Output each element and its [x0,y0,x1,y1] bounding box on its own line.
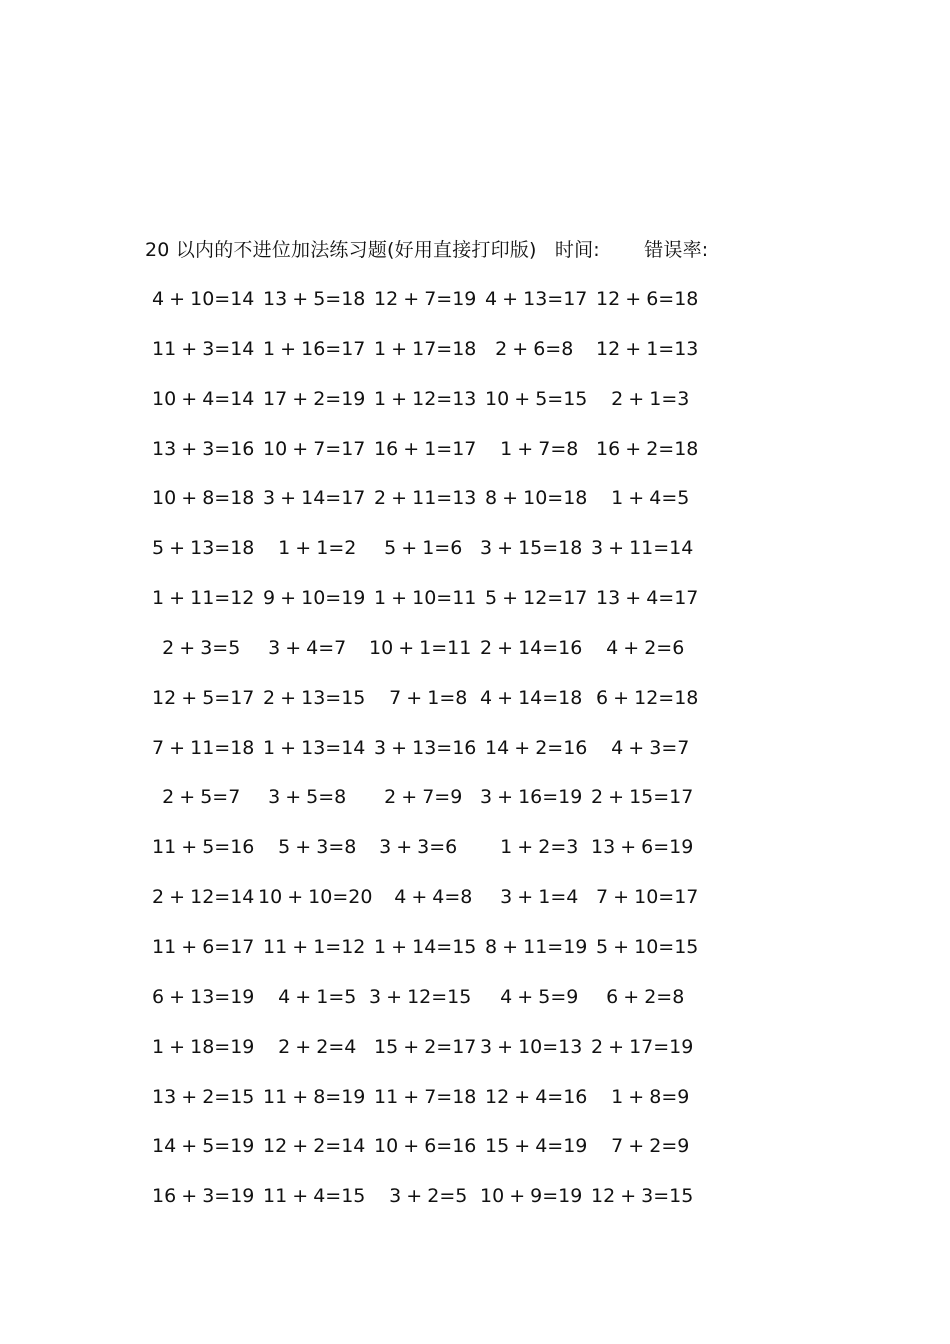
problem-item: 3 + 3=6 [369,836,458,859]
problem-item: 1 + 7=8 [480,437,579,460]
problem-item: 15 + 2=17 [369,1035,477,1058]
time-label: 时间: [554,239,600,261]
problem-item: 1 + 12=13 [369,387,477,410]
problem-item: 2 + 11=13 [369,487,477,510]
problem-item: 3 + 16=19 [480,786,583,809]
problem-item: 11 + 4=15 [258,1185,366,1208]
problem-row [147,884,707,934]
worksheet-title: 20 以内的不进位加法练习题(好用直接打印版) [145,239,537,261]
problem-row [147,535,707,585]
problem-item: 1 + 1=2 [258,537,357,560]
problem-item: 7 + 10=17 [591,886,699,909]
problem-item: 10 + 4=14 [147,387,255,410]
problem-item: 3 + 5=8 [258,786,347,809]
problem-item: 6 + 13=19 [147,985,255,1008]
worksheet-header [145,237,708,263]
problem-row [147,386,707,436]
problem-item: 1 + 11=12 [147,587,255,610]
problem-item: 11 + 6=17 [147,935,255,958]
problem-item: 3 + 12=15 [369,985,472,1008]
problem-row [147,834,707,884]
problem-grid [147,286,707,1233]
problem-item: 16 + 3=19 [147,1185,255,1208]
problem-row [147,485,707,535]
problem-item: 1 + 18=19 [147,1035,255,1058]
problem-item: 13 + 2=15 [147,1085,255,1108]
problem-item: 5 + 1=6 [369,537,463,560]
problem-item: 2 + 17=19 [591,1035,694,1058]
problem-item: 3 + 1=4 [480,886,579,909]
problem-item: 11 + 1=12 [258,935,366,958]
problem-item: 5 + 10=15 [591,935,699,958]
problem-item: 12 + 3=15 [591,1185,694,1208]
problem-item: 1 + 16=17 [258,337,366,360]
problem-item: 2 + 5=7 [147,786,241,809]
problem-item: 3 + 2=5 [369,1185,468,1208]
problem-item: 8 + 11=19 [480,935,588,958]
problem-row [147,784,707,834]
problem-row [147,1034,707,1084]
problem-item: 5 + 13=18 [147,537,255,560]
problem-item: 7 + 11=18 [147,736,255,759]
problem-item: 8 + 10=18 [480,487,588,510]
problem-row [147,436,707,486]
problem-item: 1 + 2=3 [480,836,579,859]
problem-item: 2 + 1=3 [591,387,690,410]
problem-item: 10 + 10=20 [258,886,373,909]
problem-item: 3 + 14=17 [258,487,366,510]
problem-row [147,1084,707,1134]
problem-item: 7 + 2=9 [591,1135,690,1158]
problem-item: 2 + 15=17 [591,786,694,809]
error-rate-label: 错误率: [644,239,709,261]
problem-item: 10 + 8=18 [147,487,255,510]
problem-item: 5 + 3=8 [258,836,357,859]
problem-item: 6 + 12=18 [591,686,699,709]
problem-item: 12 + 5=17 [147,686,255,709]
problem-item: 1 + 14=15 [369,935,477,958]
problem-item: 4 + 5=9 [480,985,579,1008]
problem-item: 4 + 1=5 [258,985,357,1008]
problem-item: 2 + 12=14 [147,886,255,909]
problem-item: 5 + 12=17 [480,587,588,610]
problem-item: 1 + 4=5 [591,487,690,510]
problem-row [147,336,707,386]
problem-item: 4 + 3=7 [591,736,690,759]
problem-item: 10 + 5=15 [480,387,588,410]
problem-item: 3 + 15=18 [480,537,583,560]
problem-item: 15 + 4=19 [480,1135,588,1158]
problem-item: 3 + 4=7 [258,636,347,659]
problem-item: 13 + 4=17 [591,587,699,610]
problem-item: 13 + 3=16 [147,437,255,460]
problem-item: 1 + 13=14 [258,736,366,759]
problem-item: 4 + 10=14 [147,288,255,310]
problem-item: 2 + 2=4 [258,1035,357,1058]
problem-item: 1 + 17=18 [369,337,477,360]
problem-item: 4 + 2=6 [591,636,685,659]
problem-row [147,635,707,685]
problem-item: 10 + 7=17 [258,437,366,460]
problem-row [147,984,707,1034]
problem-item: 1 + 8=9 [591,1085,690,1108]
problem-row [147,934,707,984]
problem-item: 4 + 4=8 [369,886,473,909]
problem-item: 10 + 1=11 [369,636,472,659]
problem-item: 9 + 10=19 [258,587,366,610]
problem-row [147,585,707,635]
problem-item: 10 + 9=19 [480,1185,583,1208]
problem-item: 2 + 3=5 [147,636,241,659]
problem-item: 2 + 6=8 [480,337,574,360]
problem-row [147,735,707,785]
problem-item: 3 + 10=13 [480,1035,583,1058]
problem-item: 1 + 10=11 [369,587,477,610]
problem-row [147,1133,707,1183]
problem-row [147,286,707,336]
problem-item: 12 + 2=14 [258,1135,366,1158]
problem-item: 11 + 7=18 [369,1085,477,1108]
problem-item: 4 + 14=18 [480,686,583,709]
problem-item: 12 + 7=19 [369,288,477,310]
problem-item: 17 + 2=19 [258,387,366,410]
problem-item: 11 + 8=19 [258,1085,366,1108]
problem-item: 4 + 13=17 [480,288,588,310]
problem-item: 3 + 11=14 [591,537,694,560]
problem-item: 14 + 5=19 [147,1135,255,1158]
problem-item: 12 + 4=16 [480,1085,588,1108]
problem-item: 13 + 6=19 [591,836,694,859]
problem-item: 2 + 7=9 [369,786,463,809]
problem-item: 13 + 5=18 [258,288,366,310]
problem-item: 16 + 1=17 [369,437,477,460]
problem-item: 2 + 13=15 [258,686,366,709]
problem-item: 11 + 3=14 [147,337,255,360]
problem-item: 7 + 1=8 [369,686,468,709]
problem-item: 12 + 6=18 [591,288,699,310]
problem-item: 3 + 13=16 [369,736,477,759]
problem-item: 16 + 2=18 [591,437,699,460]
problem-item: 14 + 2=16 [480,736,588,759]
problem-item: 10 + 6=16 [369,1135,477,1158]
problem-item: 2 + 14=16 [480,636,583,659]
problem-item: 11 + 5=16 [147,836,255,859]
problem-item: 12 + 1=13 [591,337,699,360]
problem-item: 6 + 2=8 [591,985,685,1008]
problem-row [147,1183,707,1233]
problem-row [147,685,707,735]
